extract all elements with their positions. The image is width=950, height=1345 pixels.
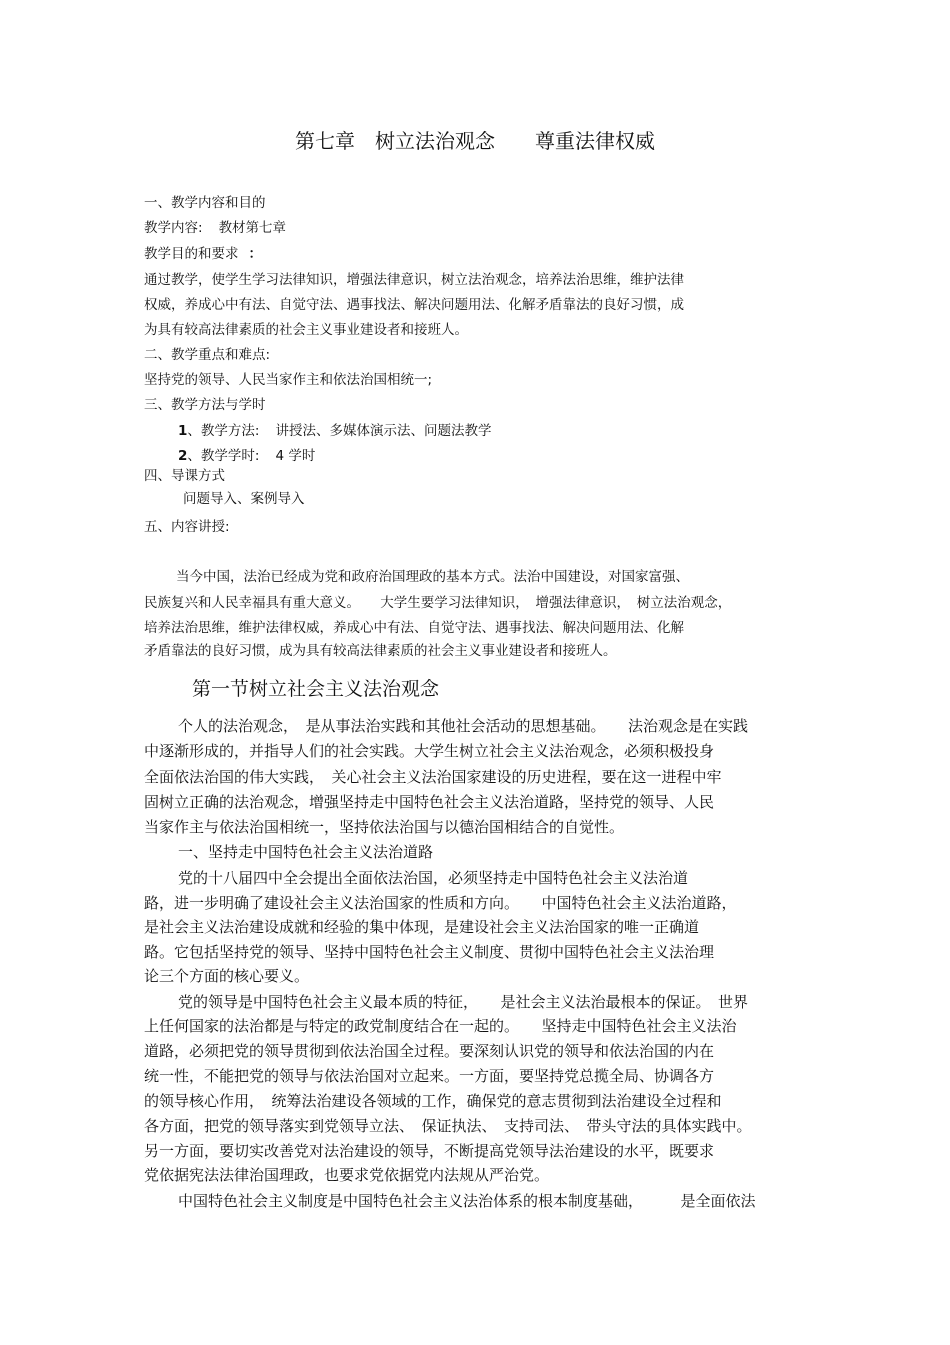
paragraph-line: 中逐渐形成的，并指导人们的社会实践。大学生树立社会主义法治观念，必须积极投身 [144, 742, 715, 760]
goal-line: 为具有较高法律素质的社会主义事业建设者和接班人。 [144, 322, 468, 338]
section-title: 第一节树立社会主义法治观念 [192, 678, 440, 700]
paragraph-line: 党的领导是中国特色社会主义最本质的特征， 是社会主义法治最根本的保证。 世界 [178, 993, 749, 1011]
paragraph-line: 是社会主义法治建设成就和经验的集中体现，是建设社会主义法治国家的唯一正确道 [144, 918, 700, 936]
teaching-method-line [178, 421, 491, 441]
teaching-goal-heading [144, 244, 262, 264]
paragraph-line: 党的十八届四中全会提出全面依法治国，必须坚持走中国特色社会主义法治道 [178, 869, 689, 887]
paragraph-line: 路，进一步明确了建设社会主义法治国家的性质和方向。 中国特色社会主义法治道路， [144, 894, 737, 912]
teaching-hours-line [178, 446, 315, 466]
method-label: 、教学方法: [187, 423, 260, 439]
teaching-content-value: 教材第七章 [218, 220, 287, 236]
section-heading-1: 一、教学内容和目的 [144, 195, 266, 211]
teaching-content-line [144, 218, 286, 238]
paragraph-line: 路。它包括坚持党的领导、坚持中国特色社会主义制度、贯彻中国特色社会主义法治理 [144, 943, 715, 961]
overview-line: 培养法治思维，维护法律权威，养成心中有法、自觉守法、遇事找法、解决问题用法、化解 [144, 620, 684, 636]
overview-line: 民族复兴和人民幸福具有重大意义。 大学生要学习法律知识， 增强法律意识， 树立法治观念， [144, 595, 732, 611]
paragraph-line: 上任何国家的法治都是与特定的政党制度结合在一起的。 坚持走中国特色社会主义法治 [144, 1017, 737, 1035]
lead-in-methods: 问题导入、案例导入 [183, 491, 305, 507]
section-heading-4: 四、导课方式 [144, 468, 225, 484]
hours-value: 4 学时 [275, 448, 316, 464]
paragraph-line: 全面依法治国的伟大实践， 关心社会主义法治国家建设的历史进程，要在这一进程中牢 [144, 768, 722, 786]
paragraph-line: 党依据宪法法律治国理政，也要求党依据党内法规从严治党。 [144, 1166, 550, 1184]
paragraph-line: 固树立正确的法治观念，增强坚持走中国特色社会主义法治道路，坚持党的领导、人民 [144, 793, 715, 811]
paragraph-line: 当家作主与依法治国相统一，坚持依法治国与以德治国相结合的自觉性。 [144, 818, 625, 836]
section-heading-3: 三、教学方法与学时 [144, 397, 266, 413]
paragraph-line: 另一方面，要切实改善党对法治建设的领导，不断提高党领导法治建设的水平，既要求 [144, 1142, 715, 1160]
paragraph-line: 中国特色社会主义制度是中国特色社会主义法治体系的根本制度基础， 是全面依法 [178, 1192, 756, 1210]
overview-line: 矛盾靠法的良好习惯，成为具有较高法律素质的社会主义事业建设者和接班人。 [144, 643, 617, 659]
paragraph-line: 各方面，把党的领导落实到党领导立法、 保证执法、 支持司法、 带头守法的具体实践中。 [144, 1117, 752, 1135]
teaching-content-label: 教学内容: [144, 220, 203, 236]
hours-label: 、教学学时: [187, 448, 260, 464]
method-number: 1 [178, 423, 188, 439]
section-heading-2: 二、教学重点和难点: [144, 347, 271, 363]
paragraph-line: 道路，必须把党的领导贯彻到依法治国全过程。要深刻认识党的领导和依法治国的内在 [144, 1042, 715, 1060]
subsection-heading: 一、坚持走中国特色社会主义法治道路 [178, 843, 434, 861]
goal-line: 权威，养成心中有法、自觉守法、遇事找法、解决问题用法、化解矛盾靠法的良好习惯，成 [144, 297, 684, 313]
paragraph-line: 统一性，不能把党的领导与依法治国对立起来。一方面，要坚持党总揽全局、协调各方 [144, 1067, 715, 1085]
paragraph-line: 的领导核心作用， 统筹法治建设各领域的工作，确保党的意志贯彻到法治建设全过程和 [144, 1092, 722, 1110]
hours-number: 2 [178, 448, 188, 464]
overview-line: 当今中国，法治已经成为党和政府治国理政的基本方式。法治中国建设，对国家富强、 [176, 569, 689, 585]
paragraph-line: 论三个方面的核心要义。 [144, 967, 310, 985]
section-heading-5: 五、内容讲授: [144, 519, 230, 535]
paragraph-line: 个人的法治观念， 是从事法治实践和其他社会活动的思想基础。 法治观念是在实践 [178, 717, 749, 735]
key-points-text: 坚持党的领导、人民当家作主和依法治国相统一; [144, 372, 433, 388]
teaching-goal-label: 教学目的和要求 [144, 246, 239, 262]
chapter-title: 第七章 树立法治观念 尊重法律权威 [295, 129, 655, 153]
method-value: 讲授法、多媒体演示法、问题法教学 [275, 423, 492, 439]
goal-line: 通过教学，使学生学习法律知识，增强法律意识，树立法治观念，培养法治思维，维护法律 [144, 272, 684, 288]
teaching-goal-colon: ： [248, 246, 262, 262]
